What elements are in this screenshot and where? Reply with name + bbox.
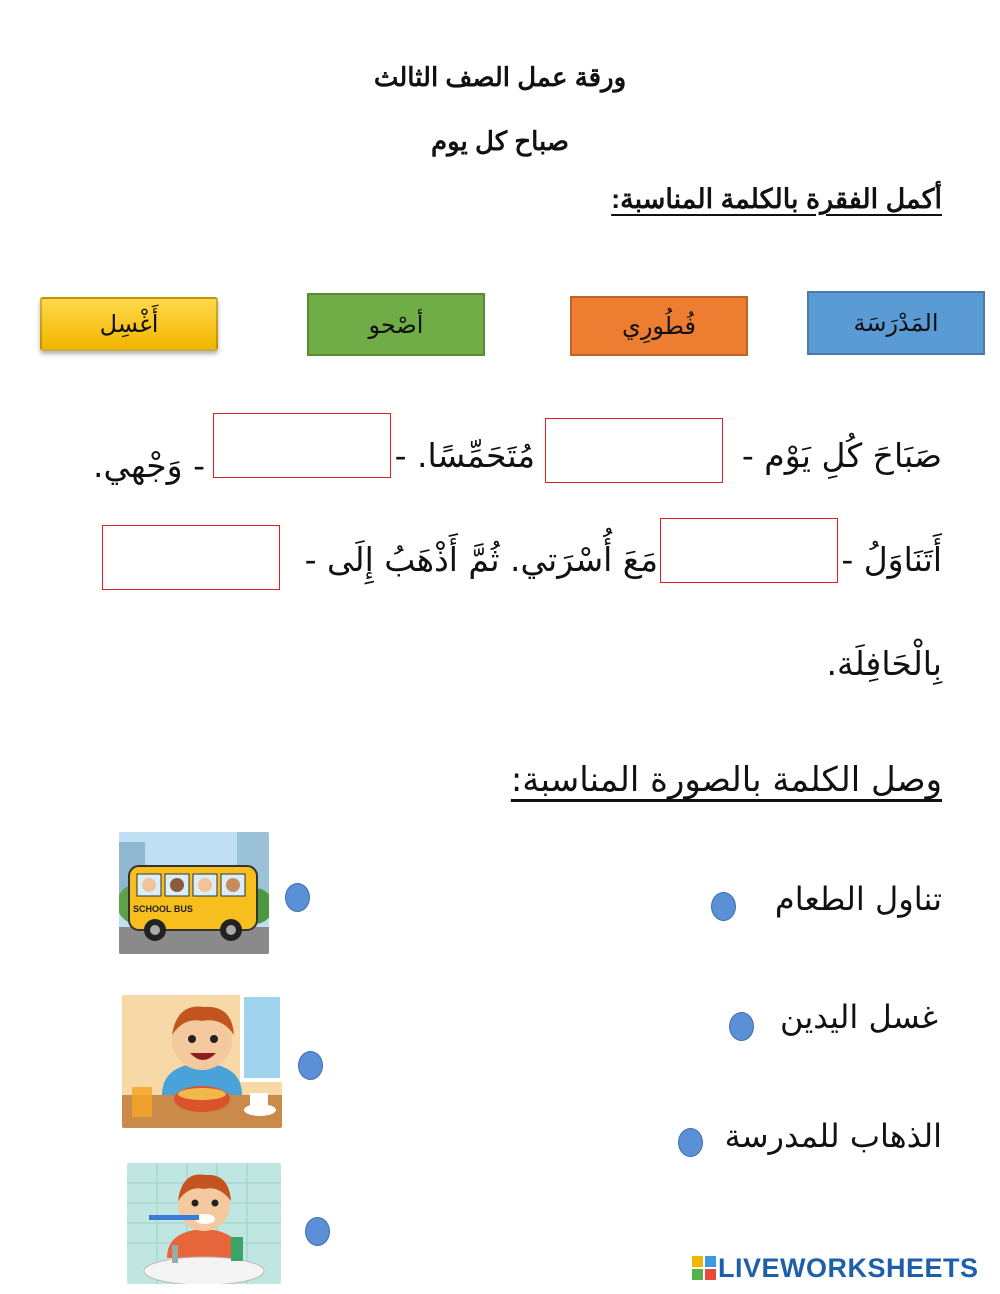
- answer-blank-4[interactable]: [102, 525, 280, 590]
- match-dot-word-2[interactable]: [729, 1012, 754, 1041]
- match-word-eating: تناول الطعام: [774, 880, 942, 918]
- word-bank-item[interactable]: فُطُورِي: [570, 296, 748, 356]
- bus-text: SCHOOL BUS: [133, 904, 193, 914]
- liveworksheets-brand[interactable]: LIVEWORKSHEETS: [718, 1253, 979, 1283]
- match-dot-image-1[interactable]: [285, 883, 310, 912]
- match-word-handwashing: غسل اليدين: [779, 998, 938, 1036]
- sentence-line3: بِالْحَافِلَة.: [826, 644, 942, 683]
- word-bank-item[interactable]: أصْحو: [307, 293, 485, 356]
- section1-heading: أكمل الفقرة بالكلمة المناسبة:: [611, 184, 942, 214]
- child-brushing-image: [127, 1163, 281, 1284]
- worksheet-title: ورقة عمل الصف الثالث: [373, 62, 627, 92]
- answer-blank-3[interactable]: [660, 518, 838, 583]
- sentence-line1-c: - وَجْهي.: [93, 446, 205, 485]
- sentence-line2-b: مَعَ أُسْرَتي. ثُمَّ أَذْهَبُ إِلَى -: [304, 540, 658, 579]
- word-bank-item[interactable]: أَغْسِل: [40, 297, 218, 351]
- sentence-line1-b: مُتَحَمِّسًا. -: [394, 436, 535, 475]
- sentence-line2-a: أَتَنَاوَلُ -: [841, 540, 942, 579]
- school-bus-image: [119, 832, 269, 954]
- match-dot-word-3[interactable]: [678, 1128, 703, 1157]
- match-dot-image-3[interactable]: [305, 1217, 330, 1246]
- word-bank-item[interactable]: المَدْرَسَة: [807, 291, 985, 355]
- answer-blank-2[interactable]: [213, 413, 391, 478]
- child-eating-image: [122, 995, 282, 1128]
- sentence-line1-a: صَبَاحَ كُلِ يَوْم -: [741, 436, 942, 475]
- match-dot-word-1[interactable]: [711, 892, 736, 921]
- match-dot-image-2[interactable]: [298, 1051, 323, 1080]
- section2-heading: وصل الكلمة بالصورة المناسبة:: [510, 760, 942, 800]
- liveworksheets-logo-icon: [692, 1256, 716, 1280]
- worksheet-subtitle: صباح كل يوم: [431, 126, 569, 156]
- answer-blank-1[interactable]: [545, 418, 723, 483]
- match-word-school: الذهاب للمدرسة: [724, 1117, 942, 1155]
